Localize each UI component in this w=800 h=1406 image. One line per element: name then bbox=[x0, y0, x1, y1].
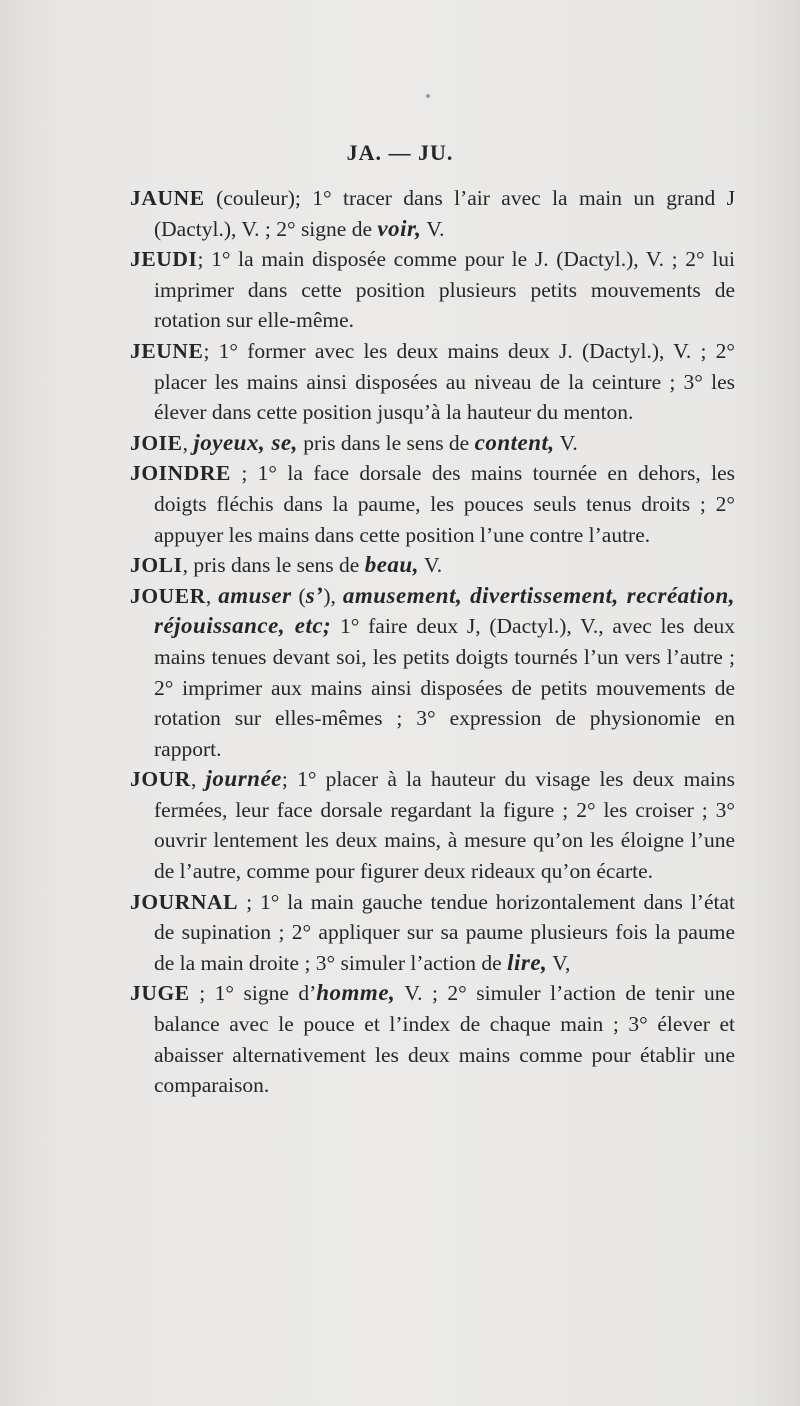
dictionary-entry bbox=[130, 183, 735, 244]
entry-text: ; 1° la main disposée comme pour le J. (Dactyl.), V. ; 2° lui imprimer dans cette position plusieurs petits mouvements de rotation sur elle-même. bbox=[154, 247, 735, 333]
entry-headword: JEUNE bbox=[130, 338, 204, 363]
entry-italic-term: journée bbox=[205, 766, 282, 792]
entry-text: , pris dans le sens de bbox=[182, 553, 365, 578]
entry-text: pris dans le sens de bbox=[297, 430, 475, 455]
entry-italic-term: beau, bbox=[364, 552, 419, 578]
dictionary-entry bbox=[130, 428, 735, 459]
entry-headword: JOURNAL bbox=[130, 889, 239, 914]
entry-headword: JOINDRE bbox=[130, 461, 231, 486]
dictionary-entry bbox=[130, 336, 735, 428]
entry-text: ( bbox=[291, 583, 306, 608]
dictionary-entries bbox=[130, 183, 735, 1101]
entry-italic-term: joyeux, se, bbox=[193, 429, 298, 455]
entry-headword: JOLI bbox=[130, 553, 183, 578]
entry-headword: JOUR bbox=[130, 767, 191, 792]
entry-italic-term: content, bbox=[474, 429, 555, 455]
entry-text: , bbox=[205, 583, 219, 608]
entry-text: V. ; 2° simuler l’action de tenir une balance avec le pouce et l’index de chaque main ; 3° élever et abaisser alternativement les deux mains comme pour établir une comparaison. bbox=[154, 981, 735, 1098]
entry-text: V. bbox=[421, 216, 445, 241]
dictionary-entry bbox=[130, 887, 735, 979]
dictionary-entry bbox=[130, 764, 735, 886]
entry-text: V. bbox=[418, 553, 443, 578]
entry-headword: JAUNE bbox=[130, 186, 205, 210]
running-head: JA. — JU. bbox=[346, 140, 454, 165]
entry-text: ; 1° la face dorsale des mains tournée en dehors, les doigts fléchis dans la paume, les pouces seuls tenus droits ; 2° appuyer les mains dans cette position l’une contre l’autre. bbox=[154, 461, 735, 547]
entry-italic-term: homme, bbox=[316, 980, 396, 1006]
entry-italic-term: amuser bbox=[218, 582, 292, 608]
dictionary-entry bbox=[130, 581, 735, 765]
entry-headword: JOUER bbox=[130, 583, 206, 608]
entry-italic-term: s’ bbox=[305, 582, 324, 608]
entry-italic-term: amusement, divertissement, recréation, réjouissance, etc; bbox=[154, 582, 735, 639]
entry-text: ), bbox=[323, 583, 343, 608]
dictionary-entry bbox=[130, 978, 735, 1100]
ink-speck bbox=[426, 94, 430, 98]
entry-headword: JOIE bbox=[130, 430, 183, 455]
entry-text: , bbox=[182, 430, 194, 455]
entry-italic-term: lire, bbox=[507, 949, 548, 975]
entry-headword: JEUDI bbox=[130, 247, 198, 272]
dictionary-entry bbox=[130, 550, 735, 581]
entry-text: , bbox=[190, 767, 206, 792]
entry-headword: JUGE bbox=[130, 981, 190, 1006]
entry-text: V, bbox=[547, 950, 571, 975]
entry-italic-term: voir, bbox=[377, 215, 422, 241]
entry-text: 1° faire deux J, (Dactyl.), V., avec les deux mains tenues devant soi, les petits doigts tournés l’un vers l’autre ; 2° imprimer aux mains ainsi disposées de petits mouvements de rotation sur elles-mêmes ; 3° expression de physionomie en rapport. bbox=[154, 614, 736, 761]
entry-text: (couleur); 1° tracer dans l’air avec la main un grand J (Dactyl.), V. ; 2° signe de bbox=[154, 186, 735, 241]
entry-text: ; 1° placer à la hauteur du visage les deux mains fermées, leur face dorsale regardant la figure ; 2° les croiser ; 3° ouvrir lentement les deux mains, à mesure qu’on les éloigne l’une de l’autre, comme pour figurer deux rideaux qu’on écarte. bbox=[154, 767, 735, 884]
entry-text: ; 1° signe d’ bbox=[189, 981, 317, 1006]
entry-text: ; 1° la main gauche tendue horizontalement dans l’état de supination ; 2° appliquer sur sa paume plusieurs fois la paume de la main droite ; 3° simuler l’action de bbox=[154, 889, 735, 975]
entry-text: V. bbox=[554, 430, 578, 455]
dictionary-entry bbox=[130, 244, 735, 336]
dictionary-entry bbox=[130, 458, 735, 550]
entry-text: ; 1° former avec les deux mains deux J. (Dactyl.), V. ; 2° placer les mains ainsi disposées au niveau de la ceinture ; 3° les élever dans cette position jusqu’à la hauteur du menton. bbox=[154, 338, 735, 425]
